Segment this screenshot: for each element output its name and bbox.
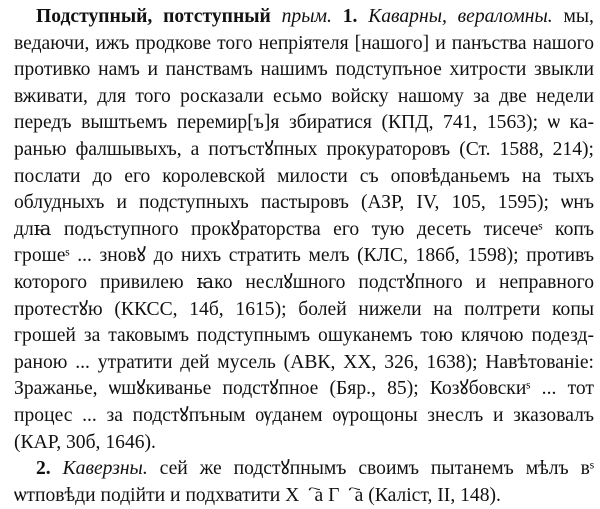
entry-line: процес ... за подстꙋпъным ѹданем ѹрощоны знеслъ и зказовалъ bbox=[14, 404, 594, 426]
entry-line: ѡтповѣди подiйти и подхватити Хⷭ҇а Гⷭ҇а (Калiст, II, 148). bbox=[14, 484, 501, 506]
entry-line: противко намъ и панствамъ нашимъ подступъное хитрости звыкли bbox=[14, 59, 594, 81]
citation-text: сей же подстꙋпнымъ своимъ пытанемъ мѣлъ вˢ bbox=[159, 458, 594, 480]
sense-1-gloss: Каварны, вераломны. bbox=[368, 6, 553, 27]
headword: Подступный, потступный bbox=[36, 6, 271, 27]
entry-line: (КАР, 30б, 1646). bbox=[14, 431, 156, 453]
entry-line: облудныхъ и подступныхъ пастыровъ (АЗР, IV, 105, 1595); ѡнъ bbox=[14, 192, 594, 214]
entry-line: грошеˢ ... зновꙋ до нихъ стратить мелъ (КЛС, 186б, 1598); противъ bbox=[14, 245, 594, 267]
entry-line-sense-2 bbox=[14, 456, 594, 483]
citation-text: мы, bbox=[563, 6, 594, 27]
part-of-speech: прым. bbox=[281, 6, 332, 27]
entry-line: протестꙋю (ККСС, 14б, 1615); болей нижели на полтрети копы bbox=[14, 298, 594, 320]
entry-line-1 bbox=[14, 4, 594, 31]
sense-2-number: 2. bbox=[36, 458, 51, 480]
entry-line: грошей за таковымъ подступнымъ ошуканемъ тою клячою подезд- bbox=[14, 325, 594, 347]
entry-line: послати до его королевской милости съ оповѣданьемъ на тыхъ bbox=[14, 165, 594, 187]
entry-line: Зражанье, ѡшꙋкиванье подстꙋпное (Бяр., 85); Козꙋбовскиˢ ... тот bbox=[14, 378, 594, 400]
entry-line: раною ... утратити дей мусель (АВК, XX, 326, 1638); Навѣтованiе: bbox=[14, 351, 594, 373]
entry-line: длꙗ подъступного прокꙋраторства его тую десеть тисечеˢ копъ bbox=[14, 218, 594, 240]
sense-1-number: 1. bbox=[342, 6, 358, 27]
entry-line: ранью фалшывыхъ, а потъстꙋпных прокураторовъ (Ст. 1588, 214); bbox=[14, 138, 594, 160]
entry-line: ведаючи, ижъ продкове того непрiятеля [нашого] и панъства нашого bbox=[14, 32, 594, 54]
sense-2-gloss: Каверзны. bbox=[62, 458, 148, 480]
entry-line: передъ выштьемъ перемир[ъ]я збиратися (КПД, 741, 1563); ѡ ка- bbox=[14, 112, 594, 134]
dictionary-entry bbox=[14, 4, 594, 509]
entry-line: которого привилею ꙗко неслꙋшного подстꙋпного и неправного bbox=[14, 271, 594, 293]
entry-line: вживати, для того росказали есьмо войску нашому за две недели bbox=[14, 85, 594, 107]
